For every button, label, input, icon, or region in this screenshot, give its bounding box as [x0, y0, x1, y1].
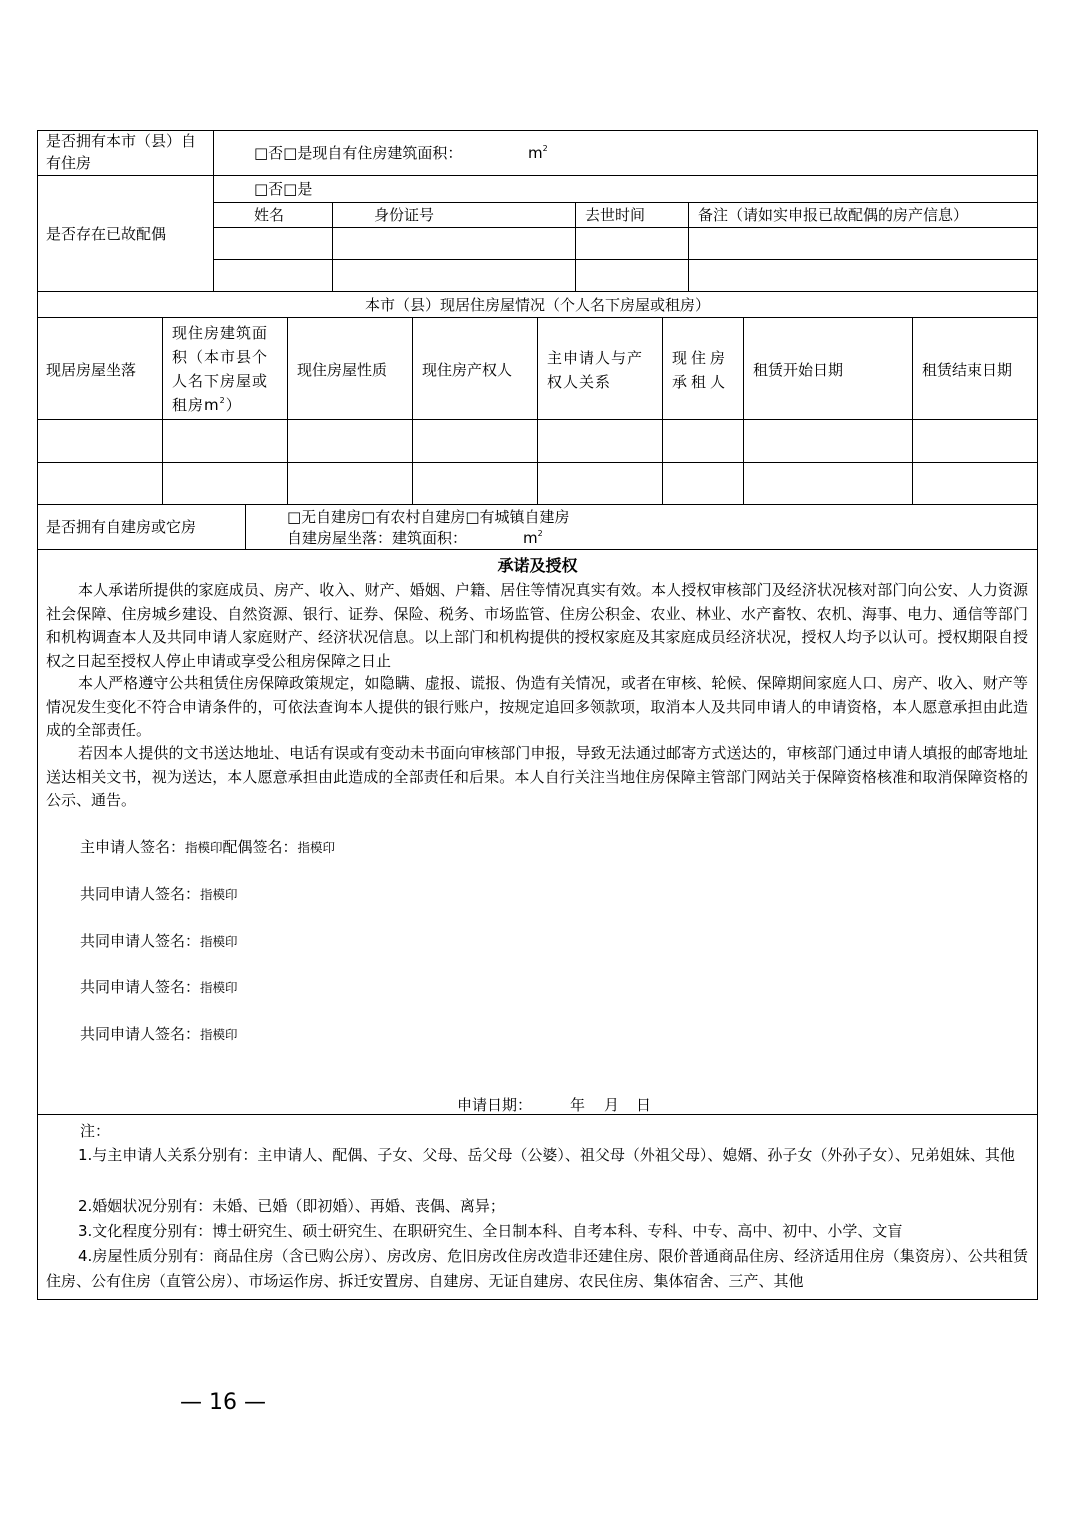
fingerprint-label: 指模印: [297, 840, 336, 855]
deceased-spouse-label: 是否存在已故配偶: [46, 225, 167, 243]
commitment-paragraph-2: 本人严格遵守公共租赁住房保障政策规定，如隐瞒、虚报、谎报、伪造有关情况，或者在审核、轮候、保障期间家庭人口、房产、收入、财产等情况发生变化不符合申请条件的，可依法查询本人提供的银行账户，按规定追回多领款项，取消本人及共同申请人的申请资格，本人愿意承担由此造成的全部责任。: [46, 674, 1028, 739]
main-sign-label: 主申请人签名：: [80, 838, 186, 856]
date-month: 月: [604, 1096, 620, 1114]
fingerprint-label: 指模印: [200, 887, 238, 902]
commitment-paragraph-1: 本人承诺所提供的家庭成员、房产、收入、财产、婚姻、户籍、居住等情况真实有效。本人授权审核部门及经济状况核对部门向公安、人力资源社会保障、住房城乡建设、自然资源、银行、证券、保险、税务、市场监管、住房公积金、农业、林业、水产畜牧、农机、海事、电力、通信等部门和机构调查本人及共同申请人家庭财产、经济状况信息。以上部门和机构提供的授权家庭及其家庭成员经济状况，授权人均予以认可。授权期限自授权之日起至授权人停止申请或享受公租房保障之日止: [46, 581, 1028, 670]
notes-title: 注：: [80, 1122, 111, 1140]
col-divider: [575, 202, 576, 291]
co-applicant-signature: [80, 885, 238, 904]
header-location: 现居房屋坐落: [46, 361, 137, 379]
current-housing-title: 本市（县）现居住房屋情况（个人名下房屋或租房）: [364, 296, 710, 314]
col-divider: [662, 317, 663, 504]
commitment-title: 承诺及授权: [497, 556, 578, 575]
co-applicant-signature: [80, 1025, 238, 1044]
col-divider: [213, 130, 214, 291]
row-divider: [213, 202, 1038, 203]
col-divider: [743, 317, 744, 504]
co-sign-label: 共同申请人签名：: [80, 932, 201, 950]
col-divider: [688, 202, 689, 291]
self-built-location: 自建房屋坐落：建筑面积：: [287, 529, 468, 547]
spouse-sign-label: 配偶签名：: [222, 838, 298, 856]
note-marital-status: 2.婚姻状况分别有：未婚、已婚（即初婚）、再婚、丧偶、离异；: [78, 1197, 505, 1215]
header-id-number: 身份证号: [374, 206, 435, 224]
row-divider: [37, 291, 1038, 292]
header-area-close: ）: [225, 396, 242, 414]
main-applicant-signature: [80, 838, 335, 857]
col-divider: [412, 317, 413, 504]
note-education: 3.文化程度分别有：博士研究生、硕士研究生、在职研究生、全日制本科、自考本科、专科、中专、高中、初中、小学、文盲: [78, 1222, 903, 1240]
col-divider: [332, 202, 333, 291]
fingerprint-label: 指模印: [200, 980, 238, 995]
co-applicant-signature: [80, 978, 238, 997]
col-divider: [912, 317, 913, 504]
fingerprint-label: 指模印: [185, 840, 223, 855]
header-area: 现住房建筑面积（本市县个人名下房屋或租房$m^2$）: [172, 324, 269, 414]
own-house-label: 是否拥有本市（县）自有住房: [46, 132, 197, 172]
header-death-date: 去世时间: [585, 206, 646, 224]
co-sign-label: 共同申请人签名：: [80, 1025, 201, 1043]
self-built-area-unit: m: [523, 529, 538, 547]
own-house-value: □否□是现自有住房建筑面积：: [254, 144, 463, 162]
row-divider: [213, 259, 1038, 260]
row-divider: [213, 227, 1038, 228]
col-divider: [287, 317, 288, 504]
col-divider: [245, 504, 246, 549]
header-property-owner: 现住房产权人: [422, 361, 513, 379]
header-remark: 备注（请如实申报已故配偶的房产信息）: [698, 206, 969, 224]
page-number: — 16 —: [180, 1390, 266, 1415]
header-area-text: 现住房建筑面积（本市县个人名下房屋或租房m: [172, 324, 269, 414]
fingerprint-label: 指模印: [200, 1027, 238, 1042]
note-relationships: 1.与主申请人关系分别有：主申请人、配偶、子女、父母、岳父母（公婆）、祖父母（外祖父母）、媳婿、孙子女（外孙子女）、兄弟姐妹、其他: [78, 1146, 1015, 1164]
header-relation: 主申请人与产权人关系: [547, 349, 644, 391]
self-built-label: 是否拥有自建房或它房: [46, 518, 197, 536]
row-divider: [37, 504, 1038, 505]
co-applicant-signature: [80, 932, 238, 951]
header-name: 姓名: [254, 206, 285, 224]
col-divider: [162, 317, 163, 504]
area-unit: m: [528, 144, 543, 162]
application-date-label: 申请日期：: [457, 1096, 533, 1114]
deceased-spouse-options: □否□是: [254, 180, 313, 198]
self-built-options: □无自建房□有农村自建房□有城镇自建房: [287, 508, 570, 526]
own-house-unit: $m^2$: [528, 144, 548, 162]
co-sign-label: 共同申请人签名：: [80, 978, 201, 996]
date-day: 日: [636, 1096, 652, 1114]
header-lease-end: 租赁结束日期: [922, 361, 1013, 379]
commitment-paragraph-3: 若因本人提供的文书送达地址、电话有误或有变动未书面向审核部门申报，导致无法通过邮寄方式送达的，审核部门通过申请人填报的邮寄地址送达相关文书，视为送达，本人愿意承担由此造成的全部责任和后果。本人自行关注当地住房保障主管部门网站关于保障资格核准和取消保障资格的公示、通告。: [46, 744, 1028, 809]
self-built-unit: $m^2$: [523, 529, 543, 547]
row-divider: [37, 175, 1038, 176]
header-house-nature: 现住房屋性质: [297, 361, 388, 379]
note-house-nature: 4.房屋性质分别有：商品住房（含已购公房）、房改房、危旧房改住房改造非还建住房、限价普通商品住房、经济适用住房（集资房）、公共租赁住房、公有住房（直管公房）、市场运作房、拆迁安置房、自建房、无证自建房、农民住房、集体宿舍、三产、其他: [46, 1247, 1028, 1290]
date-year: 年: [570, 1096, 586, 1114]
header-lease-start: 租赁开始日期: [753, 361, 844, 379]
col-divider: [537, 317, 538, 504]
fingerprint-label: 指模印: [200, 934, 238, 949]
header-tenant: 现住房承租人: [672, 349, 730, 391]
row-divider: [37, 1114, 1038, 1115]
co-sign-label: 共同申请人签名：: [80, 885, 201, 903]
